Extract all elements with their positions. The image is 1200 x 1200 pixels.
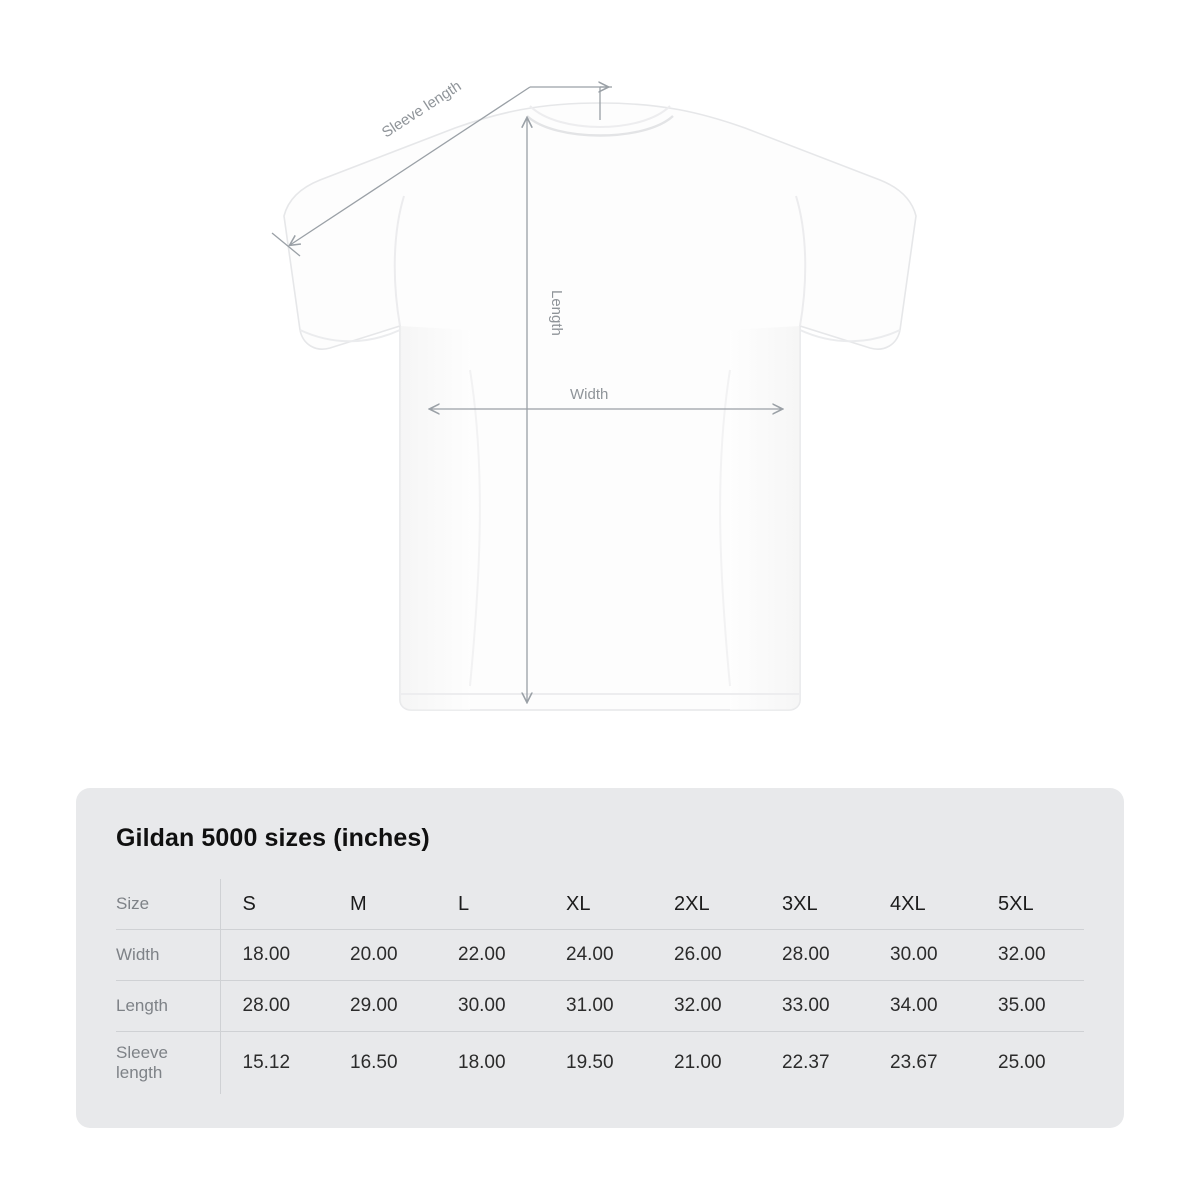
size-header-m: M: [350, 892, 367, 915]
sleeve-2xl: 21.00: [652, 1032, 760, 1095]
size-header-xl: XL: [566, 892, 591, 915]
length-l: 30.00: [436, 981, 544, 1032]
table-row: [116, 930, 1084, 981]
size-chart-card: [76, 788, 1124, 1128]
length-label: Length: [548, 290, 565, 336]
row-label-width: Width: [116, 930, 220, 981]
width-xl: 24.00: [544, 930, 652, 981]
size-header-3xl: 3XL: [782, 892, 818, 915]
length-xl: 31.00: [544, 981, 652, 1032]
length-s: 28.00: [220, 981, 328, 1032]
width-5xl: 32.00: [976, 930, 1084, 981]
width-3xl: 28.00: [760, 930, 868, 981]
row-label-sleeve-length: Sleeve length: [116, 1032, 220, 1095]
size-header-4xl: 4XL: [890, 892, 926, 915]
row-label-length: Length: [116, 981, 220, 1032]
length-2xl: 32.00: [652, 981, 760, 1032]
length-5xl: 35.00: [976, 981, 1084, 1032]
size-header-5xl: 5XL: [998, 892, 1034, 915]
width-s: 18.00: [220, 930, 328, 981]
table-row: [116, 1032, 1084, 1095]
table-row: [116, 981, 1084, 1032]
size-chart-title: Gildan 5000 sizes (inches): [116, 824, 430, 852]
sleeve-m: 16.50: [328, 1032, 436, 1095]
sleeve-5xl: 25.00: [976, 1032, 1084, 1095]
width-2xl: 26.00: [652, 930, 760, 981]
length-m: 29.00: [328, 981, 436, 1032]
row-label-header: Size: [116, 893, 150, 913]
sleeve-length-label: Sleeve length: [378, 77, 465, 142]
width-l: 22.00: [436, 930, 544, 981]
size-chart-table: [116, 879, 1084, 1094]
width-label: Width: [570, 386, 609, 403]
table-header-row: [116, 879, 1084, 930]
sleeve-3xl: 22.37: [760, 1032, 868, 1095]
sleeve-s: 15.12: [220, 1032, 328, 1095]
width-4xl: 30.00: [868, 930, 976, 981]
width-m: 20.00: [328, 930, 436, 981]
length-4xl: 34.00: [868, 981, 976, 1032]
sleeve-l: 18.00: [436, 1032, 544, 1095]
length-3xl: 33.00: [760, 981, 868, 1032]
size-header-l: L: [458, 892, 470, 915]
shirt-shape: [284, 103, 916, 710]
sleeve-xl: 19.50: [544, 1032, 652, 1095]
size-header-2xl: 2XL: [674, 892, 710, 915]
sleeve-4xl: 23.67: [868, 1032, 976, 1095]
size-header-s: S: [220, 879, 328, 930]
